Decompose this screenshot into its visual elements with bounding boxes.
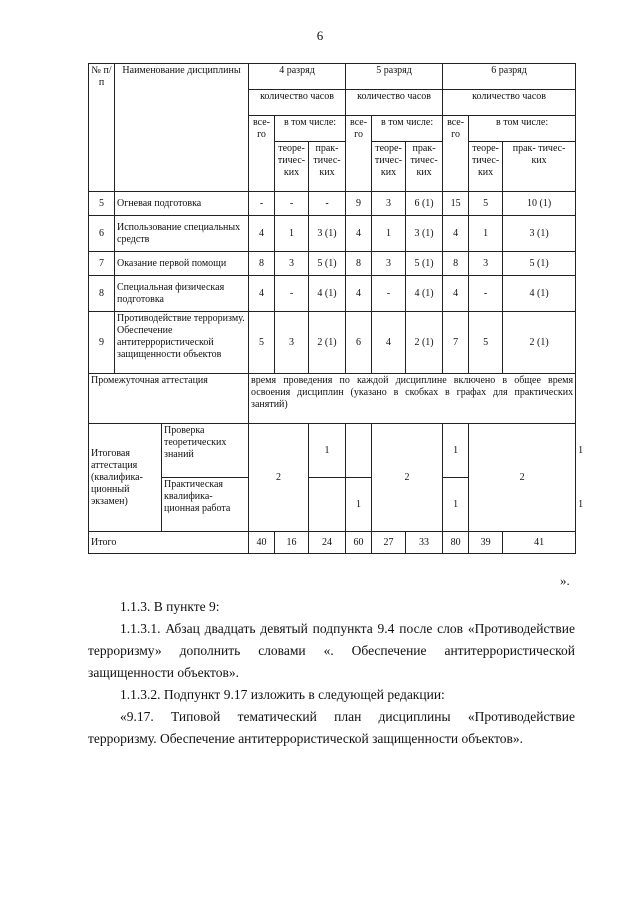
cell: 9 (346, 192, 372, 216)
cell: 3 (372, 192, 406, 216)
cell: 3 (275, 312, 309, 374)
final-practice-4: 1 (346, 478, 372, 532)
final-theory-empty-4 (309, 478, 346, 532)
cell: 80 (443, 532, 469, 554)
cell: 3 (372, 252, 406, 276)
row-num: 6 (89, 216, 115, 252)
cell: 4 (443, 216, 469, 252)
cell: 10 (1) (503, 192, 576, 216)
row-num: 9 (89, 312, 115, 374)
header-practice-5: прак- тичес- ких (406, 142, 443, 192)
final-total-4: 2 (249, 424, 309, 532)
paragraph: 1.1.3.1. Абзац двадцать девятый подпункта 9.4 после слов «Противодействие терроризму» дополнить словами «. Обеспечение антитеррористической защищенности объектов». (88, 621, 575, 680)
cell: - (275, 276, 309, 312)
header-theory-5: теоре- тичес- ких (372, 142, 406, 192)
cell: 4 (346, 216, 372, 252)
table-row (89, 252, 576, 276)
table-row (89, 192, 576, 216)
header-practice-4: прак- тичес- ких (309, 142, 346, 192)
cell: 2 (1) (503, 312, 576, 374)
cell: 3 (275, 252, 309, 276)
cell: 41 (503, 532, 576, 554)
cell: 5 (469, 192, 503, 216)
cell: 15 (443, 192, 469, 216)
header-grade-5: 5 разряд (346, 64, 443, 90)
final-theory-label: Проверка теоретических знаний (162, 424, 249, 478)
table-row (89, 312, 576, 374)
cell: - (249, 192, 275, 216)
header-num: № п/п (89, 64, 115, 192)
row-name: Специальная физическая подготовка (115, 276, 249, 312)
interim-label: Промежуточная аттестация (89, 374, 249, 424)
row-name: Огневая подготовка (115, 192, 249, 216)
final-theory-4: 1 (309, 424, 346, 478)
header-hours-6: количество часов (443, 90, 576, 116)
paragraph: «9.17. Типовой тематический план дисциплины «Противодействие терроризму. Обеспечение антитеррористической защищенности объектов». (88, 709, 575, 746)
row-name: Оказание первой помощи (115, 252, 249, 276)
final-row-theory: Итоговая аттестация (квалифика- ционный экзамен) Проверка теоретических знаний 2 1 2 1 2 1 (89, 424, 576, 478)
cell: 5 (249, 312, 275, 374)
cell: 24 (309, 532, 346, 554)
cell: 2 (1) (309, 312, 346, 374)
summary-row (89, 532, 576, 554)
cell: - (275, 192, 309, 216)
cell: 33 (406, 532, 443, 554)
cell: 40 (249, 532, 275, 554)
header-practice-6: прак- тичес- ких (503, 142, 576, 192)
header-total-5: все- го (346, 116, 372, 192)
row-num: 5 (89, 192, 115, 216)
cell: 4 (1) (503, 276, 576, 312)
paragraph: 1.1.3. В пункте 9: (120, 599, 220, 614)
summary-label: Итого (89, 532, 249, 554)
cell: 39 (469, 532, 503, 554)
closing-quote: ». (560, 573, 570, 588)
page-number: 6 (316, 28, 324, 43)
header-theory-6: теоре- тичес- ких (469, 142, 503, 192)
cell: 2 (1) (406, 312, 443, 374)
final-total-5: 2 (372, 424, 443, 532)
cell: 16 (275, 532, 309, 554)
cell: 3 (1) (309, 216, 346, 252)
cell: 4 (443, 276, 469, 312)
header-total-4: все- го (249, 116, 275, 192)
header-incl-6: в том числе: (469, 116, 576, 142)
cell: - (469, 276, 503, 312)
header-hours-5: количество часов (346, 90, 443, 116)
header-incl-5: в том числе: (372, 116, 443, 142)
row-name: Использование специальных средств (115, 216, 249, 252)
cell: 7 (443, 312, 469, 374)
header-hours-4: количество часов (249, 90, 346, 116)
cell: 5 (1) (309, 252, 346, 276)
cell: 4 (346, 276, 372, 312)
cell: 4 (249, 216, 275, 252)
cell: 6 (1) (406, 192, 443, 216)
cell: 3 (1) (406, 216, 443, 252)
final-practice-empty-4 (346, 424, 372, 478)
row-name: Противодействие терроризму. Обеспечение антитеррористической защищенности объектов (115, 312, 249, 374)
cell: 1 (275, 216, 309, 252)
cell: - (309, 192, 346, 216)
final-theory-5: 1 (443, 424, 469, 478)
final-practice-5: 1 (443, 478, 469, 532)
cell: 1 (469, 216, 503, 252)
cell: 4 (1) (309, 276, 346, 312)
final-label: Итоговая аттестация (квалифика- ционный экзамен) (89, 424, 162, 532)
body-text (88, 596, 575, 750)
header-grade-6: 6 разряд (443, 64, 576, 90)
interim-note: время проведения по каждой дисциплине включено в общее время освоения дисциплин (указано в скобках в графах для практических занятий) (249, 374, 576, 424)
row-num: 8 (89, 276, 115, 312)
cell: 60 (346, 532, 372, 554)
final-total-6: 2 (469, 424, 576, 532)
cell: 27 (372, 532, 406, 554)
header-theory-4: теоре- тичес- ких (275, 142, 309, 192)
cell: 5 (1) (406, 252, 443, 276)
cell: 5 (469, 312, 503, 374)
cell: - (372, 276, 406, 312)
cell: 4 (249, 276, 275, 312)
cell: 6 (346, 312, 372, 374)
paragraph: 1.1.3.2. Подпункт 9.17 изложить в следующей редакции: (120, 687, 445, 702)
cell: 5 (1) (503, 252, 576, 276)
table-row (89, 216, 576, 252)
training-plan-table (88, 63, 584, 554)
row-num: 7 (89, 252, 115, 276)
final-practice-label: Практическая квалифика- ционная работа (162, 478, 249, 532)
cell: 3 (469, 252, 503, 276)
cell: 1 (372, 216, 406, 252)
header-grade-4: 4 разряд (249, 64, 346, 90)
cell: 8 (443, 252, 469, 276)
final-row-practice: Практическая квалифика- ционная работа 1 1 1 (89, 478, 576, 532)
header-total-6: все- го (443, 116, 469, 192)
cell: 8 (346, 252, 372, 276)
table-row (89, 276, 576, 312)
header-incl-4: в том числе: (275, 116, 346, 142)
cell: 4 (372, 312, 406, 374)
interim-row (89, 374, 576, 424)
cell: 8 (249, 252, 275, 276)
cell: 4 (1) (406, 276, 443, 312)
header-name: Наименование дисциплины (115, 64, 249, 192)
cell: 3 (1) (503, 216, 576, 252)
